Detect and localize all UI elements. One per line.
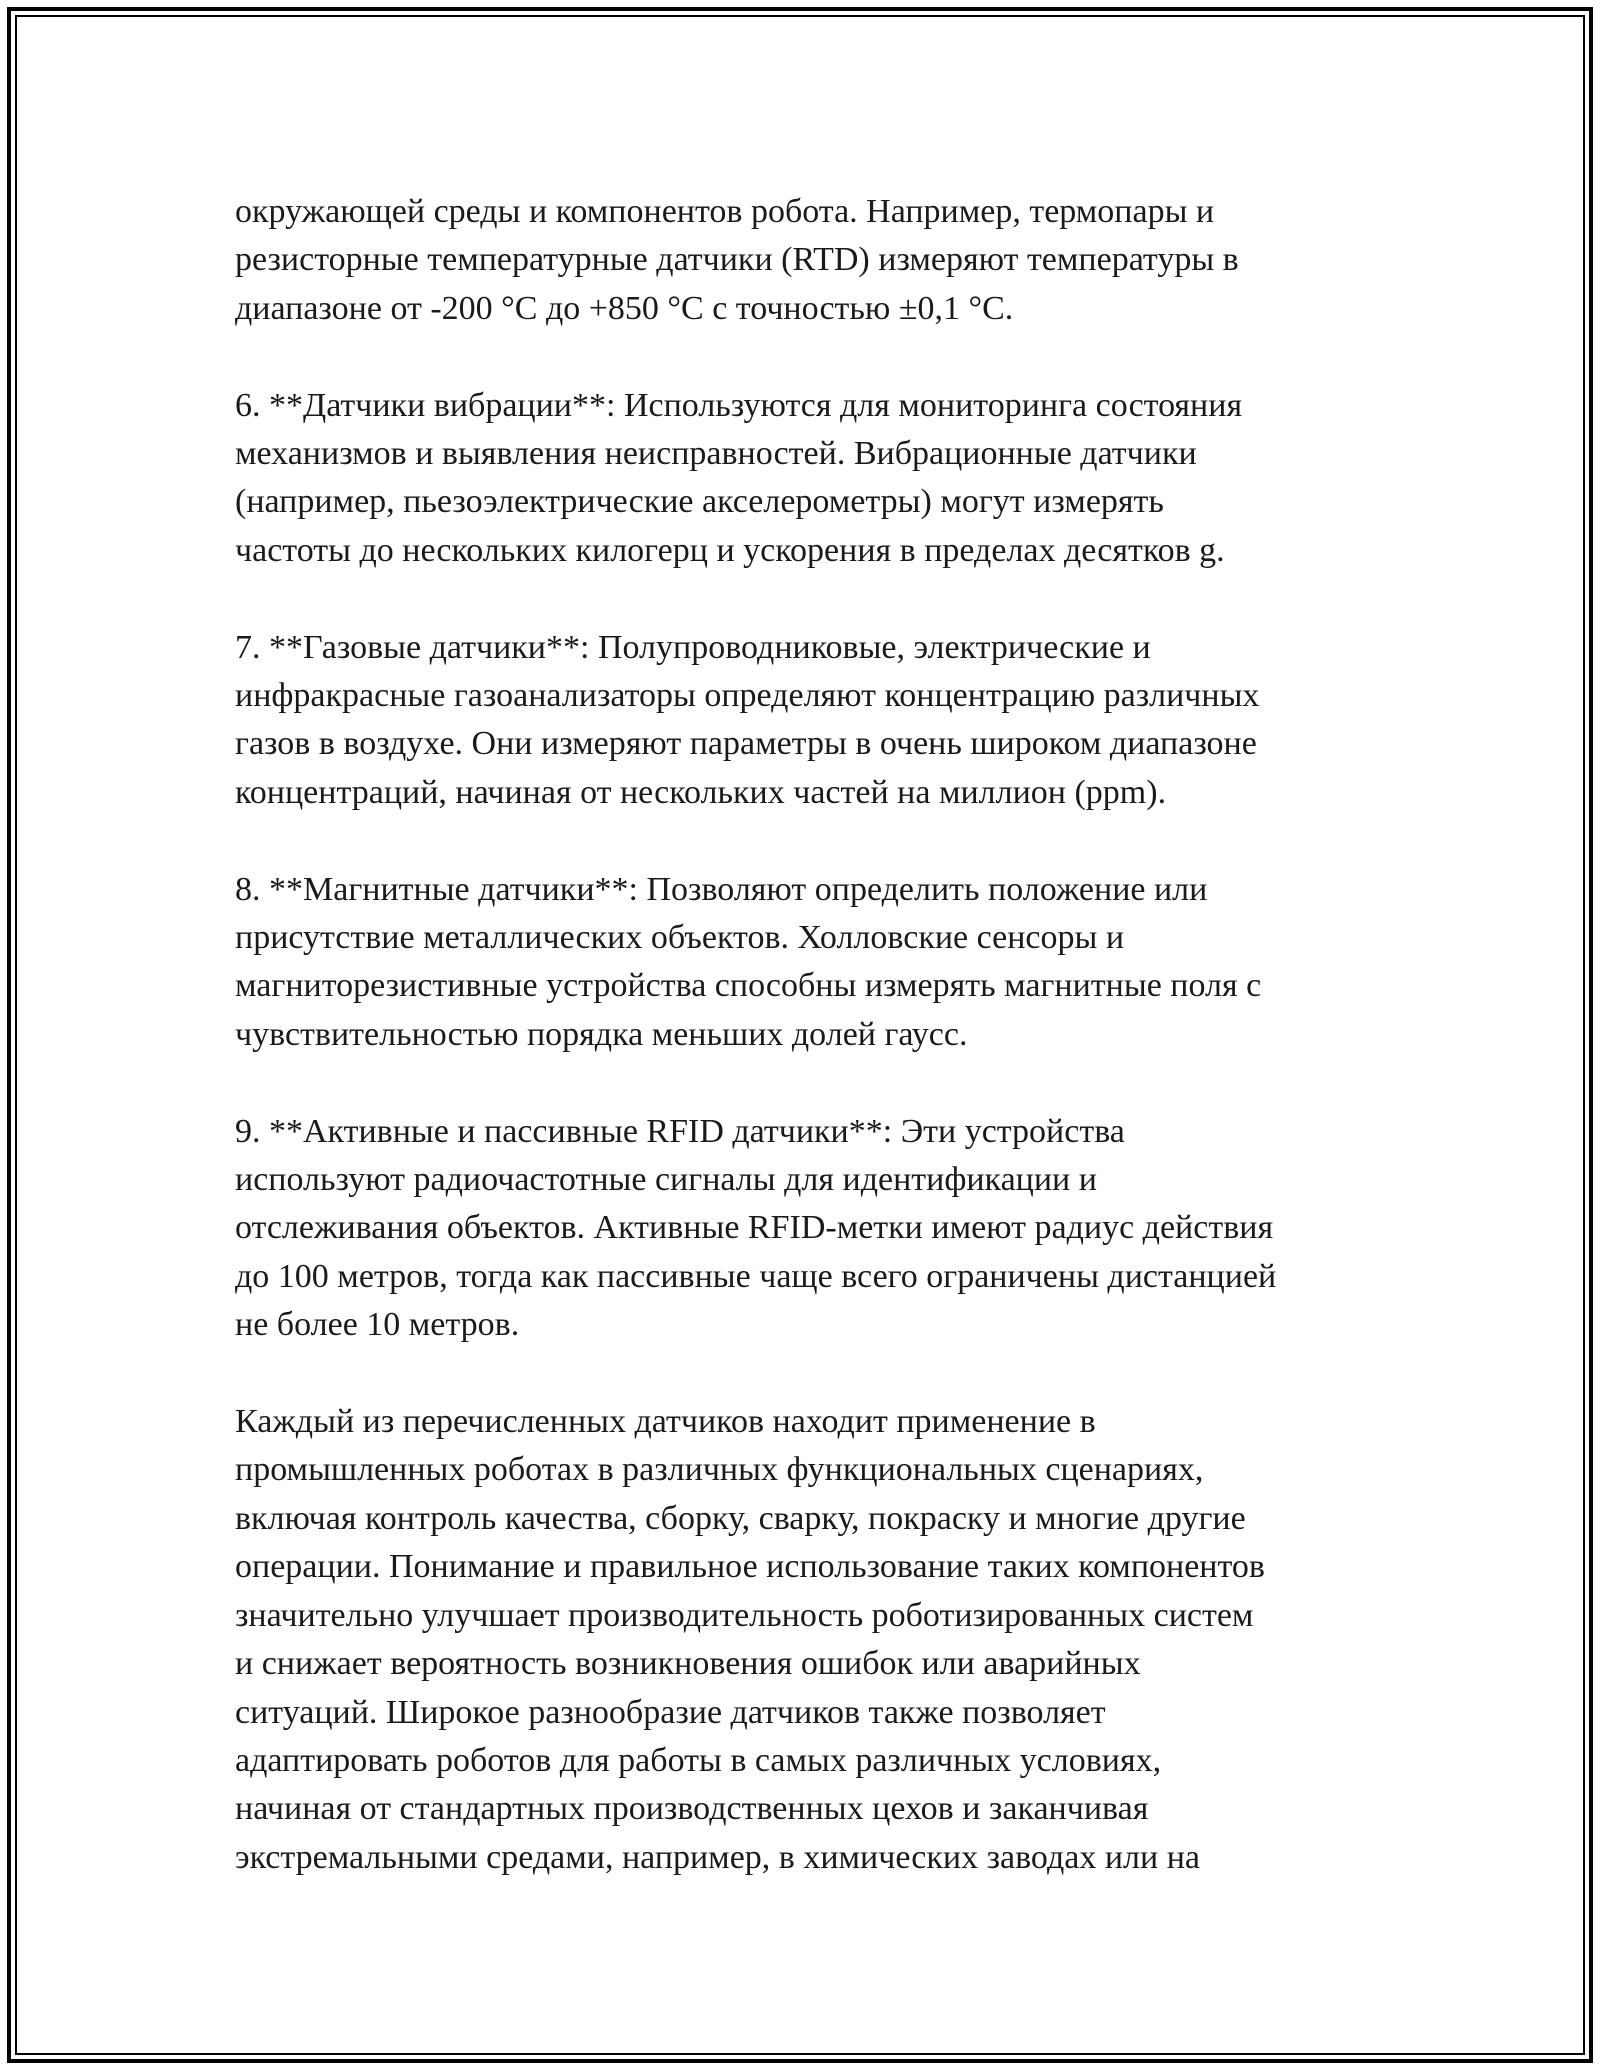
text-line: (например, пьезоэлектрические акселерометры) могут измерять xyxy=(235,483,1164,521)
text-line: газов в воздухе. Они измеряют параметры в очень широком диапазоне xyxy=(235,725,1257,763)
text-line: значительно улучшает производительность роботизированных систем xyxy=(235,1596,1254,1634)
text-line: ситуаций. Широкое разнообразие датчиков также позволяет xyxy=(235,1693,1106,1731)
text-line: 7. **Газовые датчики**: Полупроводниковые, электрические и xyxy=(235,628,1151,666)
text-line: включая контроль качества, сборку, сварку, покраску и многие другие xyxy=(235,1499,1246,1537)
text-line: окружающей среды и компонентов робота. Например, термопары и xyxy=(235,193,1215,230)
document-body xyxy=(235,188,1370,1931)
text-line: 9. **Активные и пассивные RFID датчики**: Эти устройства xyxy=(235,1112,1125,1150)
text-line: начиная от стандартных производственных цехов и заканчивая xyxy=(235,1790,1149,1828)
text-line: инфракрасные газоанализаторы определяют концентрацию различных xyxy=(235,677,1260,715)
paragraph xyxy=(235,1398,1370,1882)
text-line: используют радиочастотные сигналы для идентификации и xyxy=(235,1161,1097,1199)
text-line: промышленных роботах в различных функциональных сценариях, xyxy=(235,1451,1204,1489)
paragraph xyxy=(235,624,1370,818)
text-line: резисторные температурные датчики (RTD) измеряют температуры в xyxy=(235,241,1239,279)
text-line: Каждый из перечисленных датчиков находит применение в xyxy=(235,1403,1096,1441)
text-line: присутствие металлических объектов. Холловские сенсоры и xyxy=(235,919,1125,957)
paragraph xyxy=(235,866,1370,1060)
paragraph xyxy=(235,1108,1370,1350)
text-line: диапазоне от -200 °C до +850 °C с точностью ±0,1 °C. xyxy=(235,289,1014,327)
text-line: и снижает вероятность возникновения ошибок или аварийных xyxy=(235,1645,1141,1683)
text-line: до 100 метров, тогда как пассивные чаще всего ограничены дистанцией xyxy=(235,1257,1277,1295)
text-line: механизмов и выявления неисправностей. Вибрационные датчики xyxy=(235,435,1197,473)
text-line: отслеживания объектов. Активные RFID-метки имеют радиус действия xyxy=(235,1209,1274,1247)
text-line: адаптировать роботов для работы в самых различных условиях, xyxy=(235,1741,1162,1779)
text-line: концентраций, начиная от нескольких частей на миллион (ppm). xyxy=(235,773,1167,811)
text-line: 8. **Магнитные датчики**: Позволяют определить положение или xyxy=(235,870,1208,908)
paragraph xyxy=(235,188,1370,333)
text-line: не более 10 метров. xyxy=(235,1306,520,1344)
text-line: операции. Понимание и правильное использование таких компонентов xyxy=(235,1548,1265,1586)
paragraph xyxy=(235,382,1370,576)
text-line: 6. **Датчики вибрации**: Используются для мониторинга состояния xyxy=(235,386,1243,424)
text-line: частоты до нескольких килогерц и ускорения в пределах десятков g. xyxy=(235,531,1225,569)
text-line: магниторезистивные устройства способны измерять магнитные поля с xyxy=(235,967,1262,1005)
text-line: чувствительностью порядка меньших долей гаусс. xyxy=(235,1015,968,1053)
text-line: экстремальными средами, например, в химических заводах или на xyxy=(235,1838,1200,1876)
